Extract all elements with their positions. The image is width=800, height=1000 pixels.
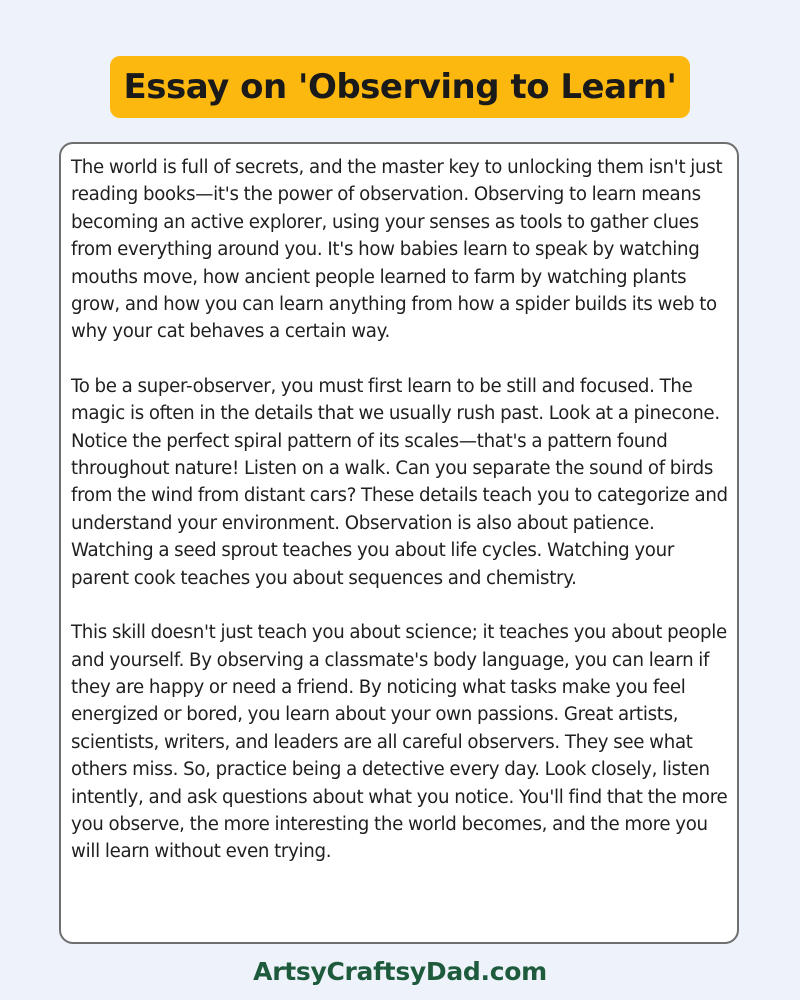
essay-paragraph-2: To be a super-observer, you must first learn to be still and focused. The magic is often in the details that we usually rush past. Look at a pinecone. Notice the perfect spiral pattern of its scales—that's a pattern found throughout nature! Listen on a walk. Can you separate the sound of birds from the wind from distant cars? These details teach you to categorize and understand your environment. Observation is also about patience. Watching a seed sprout teaches you about life cycles. Watching your parent cook teaches you about sequences and chemistry.	[71, 375, 728, 589]
essay-text-box	[59, 142, 739, 944]
site-footer-url: ArtsyCraftsyDad.com	[253, 957, 547, 986]
essay-paragraph-3: This skill doesn't just teach you about science; it teaches you about people and yourself. By observing a classmate's body language, you can learn if they are happy or need a friend. By noticing what tasks make you feel energized or bored, you learn about your own passions. Great artists, scientists, writers, and leaders are all careful observers. They see what others miss. So, practice being a detective every day. Look closely, listen intently, and ask questions about what you notice. You'll find that the more you observe, the more interesting the world becomes, and the more you will learn without even trying.	[71, 622, 728, 863]
page-title: Essay on 'Observing to Learn'	[110, 56, 691, 118]
essay-paragraph-1: The world is full of secrets, and the master key to unlocking them isn't just reading books—it's the power of observation. Observing to learn means becoming an active explorer, using your senses as tools to gather clues from everything around you. It's how babies learn to speak by watching mouths move, how ancient people learned to farm by watching plants grow, and how you can learn anything from how a spider builds its web to why your cat behaves a certain way.	[71, 157, 723, 343]
title-container	[0, 56, 800, 118]
